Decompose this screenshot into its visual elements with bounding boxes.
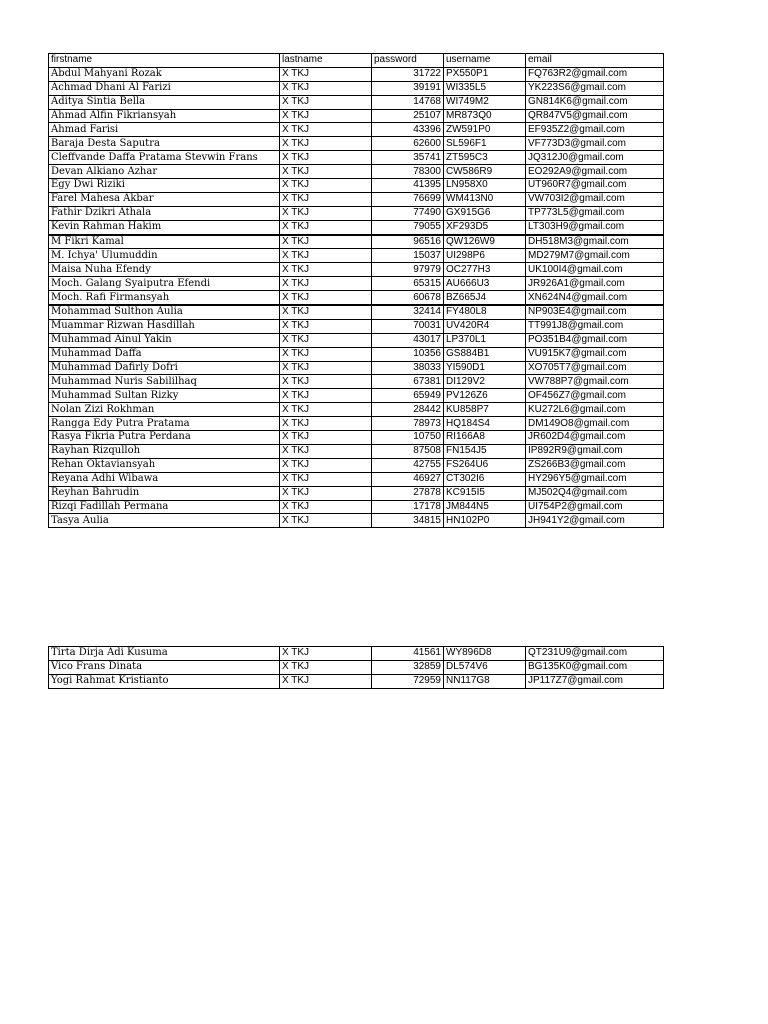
table-row bbox=[49, 123, 664, 137]
cell-password: 43017 bbox=[372, 333, 444, 347]
cell-password: 32414 bbox=[372, 305, 444, 319]
cell-username: XF293D5 bbox=[444, 220, 526, 234]
table-row bbox=[49, 249, 664, 263]
cell-firstname: Muhammad Dafirly Dofri bbox=[49, 361, 280, 375]
cell-password: 41395 bbox=[372, 179, 444, 193]
cell-username: FY480L8 bbox=[444, 305, 526, 319]
cell-email: TT991J8@gmail.com bbox=[526, 319, 664, 333]
cell-email: IP892R9@gmail.com bbox=[526, 444, 664, 458]
cell-password: 60678 bbox=[372, 291, 444, 305]
cell-email: XO705T7@gmail.com bbox=[526, 361, 664, 375]
cell-lastname: X TKJ bbox=[280, 220, 372, 234]
table-row bbox=[49, 458, 664, 472]
cell-firstname: Rayhan Rizqulloh bbox=[49, 444, 280, 458]
cell-email: TP773L5@gmail.com bbox=[526, 206, 664, 220]
cell-password: 70031 bbox=[372, 319, 444, 333]
cell-password: 78973 bbox=[372, 417, 444, 431]
cell-lastname: X TKJ bbox=[280, 472, 372, 486]
cell-username: KC915I5 bbox=[444, 486, 526, 500]
cell-lastname: X TKJ bbox=[280, 95, 372, 109]
cell-email: PO351B4@gmail.com bbox=[526, 333, 664, 347]
cell-password: 10356 bbox=[372, 347, 444, 361]
cell-lastname: X TKJ bbox=[280, 235, 372, 249]
cell-username: KU858P7 bbox=[444, 403, 526, 417]
cell-lastname: X TKJ bbox=[280, 206, 372, 220]
header-password: password bbox=[372, 54, 444, 68]
cell-lastname: X TKJ bbox=[280, 444, 372, 458]
cell-password: 39191 bbox=[372, 81, 444, 95]
header-firstname: firstname bbox=[49, 54, 280, 68]
cell-username: LN958X0 bbox=[444, 179, 526, 193]
table-row bbox=[49, 206, 664, 220]
cell-username: PV126Z6 bbox=[444, 389, 526, 403]
cell-lastname: X TKJ bbox=[280, 81, 372, 95]
cell-email: MJ502Q4@gmail.com bbox=[526, 486, 664, 500]
table-row bbox=[49, 389, 664, 403]
cell-password: 79055 bbox=[372, 220, 444, 234]
cell-username: ZT595C3 bbox=[444, 151, 526, 165]
cell-username: BZ665J4 bbox=[444, 291, 526, 305]
cell-email: VW703I2@gmail.com bbox=[526, 192, 664, 206]
cell-lastname: X TKJ bbox=[280, 647, 372, 661]
cell-username: CW586R9 bbox=[444, 165, 526, 179]
cell-firstname: M. Ichya' Ulumuddin bbox=[49, 249, 280, 263]
cell-lastname: X TKJ bbox=[280, 361, 372, 375]
cell-username: WM413N0 bbox=[444, 192, 526, 206]
cell-password: 10750 bbox=[372, 431, 444, 445]
cell-lastname: X TKJ bbox=[280, 151, 372, 165]
cell-firstname: Fathir Dzikri Athala bbox=[49, 206, 280, 220]
cell-username: FN154J5 bbox=[444, 444, 526, 458]
cell-username: SL596F1 bbox=[444, 137, 526, 151]
cell-password: 72959 bbox=[372, 674, 444, 688]
student-table-continued bbox=[48, 646, 664, 689]
cell-password: 41561 bbox=[372, 647, 444, 661]
table-row bbox=[49, 220, 664, 234]
cell-lastname: X TKJ bbox=[280, 137, 372, 151]
cell-firstname: Rangga Edy Putra Pratama bbox=[49, 417, 280, 431]
cell-firstname: Moch. Galang Syaiputra Efendi bbox=[49, 277, 280, 291]
cell-firstname: Abdul Mahyani Rozak bbox=[49, 67, 280, 81]
cell-email: JR926A1@gmail.com bbox=[526, 277, 664, 291]
cell-firstname: Ahmad Farisi bbox=[49, 123, 280, 137]
cell-email: DM149O8@gmail.com bbox=[526, 417, 664, 431]
header-email: email bbox=[526, 54, 664, 68]
cell-lastname: X TKJ bbox=[280, 403, 372, 417]
cell-lastname: X TKJ bbox=[280, 123, 372, 137]
cell-lastname: X TKJ bbox=[280, 165, 372, 179]
table-row bbox=[49, 305, 664, 319]
cell-email: YK223S6@gmail.com bbox=[526, 81, 664, 95]
cell-username: OC277H3 bbox=[444, 263, 526, 277]
cell-password: 25107 bbox=[372, 109, 444, 123]
cell-lastname: X TKJ bbox=[280, 277, 372, 291]
cell-password: 31722 bbox=[372, 67, 444, 81]
cell-email: UT960R7@gmail.com bbox=[526, 179, 664, 193]
cell-email: UI754P2@gmail.com bbox=[526, 500, 664, 514]
cell-password: 35741 bbox=[372, 151, 444, 165]
cell-username: HQ184S4 bbox=[444, 417, 526, 431]
table-row bbox=[49, 67, 664, 81]
cell-username: JM844N5 bbox=[444, 500, 526, 514]
cell-firstname: Mohammad Sulthon Aulia bbox=[49, 305, 280, 319]
cell-password: 76699 bbox=[372, 192, 444, 206]
cell-lastname: X TKJ bbox=[280, 389, 372, 403]
table-row bbox=[49, 192, 664, 206]
student-table bbox=[48, 53, 664, 528]
cell-email: VU915K7@gmail.com bbox=[526, 347, 664, 361]
table-row bbox=[49, 333, 664, 347]
table-row bbox=[49, 165, 664, 179]
table-row bbox=[49, 81, 664, 95]
cell-firstname: Baraja Desta Saputra bbox=[49, 137, 280, 151]
cell-lastname: X TKJ bbox=[280, 192, 372, 206]
cell-password: 43396 bbox=[372, 123, 444, 137]
cell-password: 78300 bbox=[372, 165, 444, 179]
cell-email: NP903E4@gmail.com bbox=[526, 305, 664, 319]
table-row bbox=[49, 263, 664, 277]
cell-username: GX915G6 bbox=[444, 206, 526, 220]
cell-password: 62600 bbox=[372, 137, 444, 151]
cell-lastname: X TKJ bbox=[280, 263, 372, 277]
cell-username: QW126W9 bbox=[444, 235, 526, 249]
cell-email: QR847V5@gmail.com bbox=[526, 109, 664, 123]
table-row bbox=[49, 403, 664, 417]
table-row bbox=[49, 417, 664, 431]
cell-email: BG135K0@gmail.com bbox=[526, 660, 664, 674]
cell-username: ZW591P0 bbox=[444, 123, 526, 137]
cell-password: 34815 bbox=[372, 514, 444, 528]
table-row bbox=[49, 151, 664, 165]
cell-username: FS264U6 bbox=[444, 458, 526, 472]
table-row bbox=[49, 486, 664, 500]
cell-password: 96516 bbox=[372, 235, 444, 249]
cell-username: PX550P1 bbox=[444, 67, 526, 81]
cell-email: MD279M7@gmail.com bbox=[526, 249, 664, 263]
cell-email: DH518M3@gmail.com bbox=[526, 235, 664, 249]
cell-email: EF935Z2@gmail.com bbox=[526, 123, 664, 137]
cell-lastname: X TKJ bbox=[280, 305, 372, 319]
cell-firstname: Egy Dwi Riziki bbox=[49, 179, 280, 193]
cell-firstname: Muammar Rizwan Hasdillah bbox=[49, 319, 280, 333]
table-row bbox=[49, 500, 664, 514]
cell-firstname: Muhammad Daffa bbox=[49, 347, 280, 361]
cell-username: UV420R4 bbox=[444, 319, 526, 333]
cell-username: RI166A8 bbox=[444, 431, 526, 445]
cell-firstname: Vico Frans Dinata bbox=[49, 660, 280, 674]
cell-password: 77490 bbox=[372, 206, 444, 220]
cell-firstname: Muhammad Sultan Rizky bbox=[49, 389, 280, 403]
cell-email: KU272L6@gmail.com bbox=[526, 403, 664, 417]
cell-username: GS884B1 bbox=[444, 347, 526, 361]
cell-username: DI129V2 bbox=[444, 375, 526, 389]
cell-username: WI749M2 bbox=[444, 95, 526, 109]
cell-lastname: X TKJ bbox=[280, 514, 372, 528]
cell-firstname: Cleffvande Daffa Pratama Stevwin Frans bbox=[49, 151, 280, 165]
header-lastname: lastname bbox=[280, 54, 372, 68]
cell-username: UI298P6 bbox=[444, 249, 526, 263]
cell-lastname: X TKJ bbox=[280, 249, 372, 263]
table-row bbox=[49, 137, 664, 151]
cell-password: 42755 bbox=[372, 458, 444, 472]
cell-username: CT302I6 bbox=[444, 472, 526, 486]
cell-lastname: X TKJ bbox=[280, 486, 372, 500]
cell-password: 97979 bbox=[372, 263, 444, 277]
cell-email: JQ312J0@gmail.com bbox=[526, 151, 664, 165]
cell-email: OF456Z7@gmail.com bbox=[526, 389, 664, 403]
table-row bbox=[49, 95, 664, 109]
table-row bbox=[49, 375, 664, 389]
cell-firstname: Reyana Adhi Wibawa bbox=[49, 472, 280, 486]
cell-firstname: Rizqi Fadillah Permana bbox=[49, 500, 280, 514]
cell-lastname: X TKJ bbox=[280, 674, 372, 688]
table-row bbox=[49, 179, 664, 193]
cell-username: DL574V6 bbox=[444, 660, 526, 674]
cell-lastname: X TKJ bbox=[280, 319, 372, 333]
cell-lastname: X TKJ bbox=[280, 109, 372, 123]
cell-password: 27878 bbox=[372, 486, 444, 500]
cell-username: MR873Q0 bbox=[444, 109, 526, 123]
cell-lastname: X TKJ bbox=[280, 67, 372, 81]
cell-password: 17178 bbox=[372, 500, 444, 514]
table-row bbox=[49, 431, 664, 445]
table-row bbox=[49, 444, 664, 458]
cell-firstname: Kevin Rahman Hakim bbox=[49, 220, 280, 234]
cell-firstname: Devan Alkiano Azhar bbox=[49, 165, 280, 179]
cell-password: 65315 bbox=[372, 277, 444, 291]
cell-username: WY896D8 bbox=[444, 647, 526, 661]
cell-firstname: Tirta Dirja Adi Kusuma bbox=[49, 647, 280, 661]
cell-email: GN814K6@gmail.com bbox=[526, 95, 664, 109]
table-row bbox=[49, 109, 664, 123]
cell-username: YI590D1 bbox=[444, 361, 526, 375]
cell-firstname: Yogi Rahmat Kristianto bbox=[49, 674, 280, 688]
cell-firstname: Achmad Dhani Al Farizi bbox=[49, 81, 280, 95]
table-row bbox=[49, 647, 664, 661]
cell-password: 65949 bbox=[372, 389, 444, 403]
cell-email: EO292A9@gmail.com bbox=[526, 165, 664, 179]
table-row bbox=[49, 514, 664, 528]
cell-password: 87508 bbox=[372, 444, 444, 458]
cell-lastname: X TKJ bbox=[280, 458, 372, 472]
table-row bbox=[49, 235, 664, 249]
cell-username: AU666U3 bbox=[444, 277, 526, 291]
cell-email: ZS266B3@gmail.com bbox=[526, 458, 664, 472]
cell-firstname: Aditya Sintia Bella bbox=[49, 95, 280, 109]
cell-email: FQ763R2@gmail.com bbox=[526, 67, 664, 81]
cell-password: 15037 bbox=[372, 249, 444, 263]
cell-password: 38033 bbox=[372, 361, 444, 375]
cell-password: 46927 bbox=[372, 472, 444, 486]
table-row bbox=[49, 660, 664, 674]
cell-firstname: Tasya Aulia bbox=[49, 514, 280, 528]
cell-lastname: X TKJ bbox=[280, 291, 372, 305]
cell-lastname: X TKJ bbox=[280, 347, 372, 361]
cell-password: 32859 bbox=[372, 660, 444, 674]
cell-firstname: Reyhan Bahrudin bbox=[49, 486, 280, 500]
header-row bbox=[49, 54, 664, 68]
cell-firstname: Maisa Nuha Efendy bbox=[49, 263, 280, 277]
cell-firstname: M Fikri Kamal bbox=[49, 235, 280, 249]
cell-password: 28442 bbox=[372, 403, 444, 417]
cell-lastname: X TKJ bbox=[280, 333, 372, 347]
cell-username: LP370L1 bbox=[444, 333, 526, 347]
cell-firstname: Moch. Rafi Firmansyah bbox=[49, 291, 280, 305]
cell-email: QT231U9@gmail.com bbox=[526, 647, 664, 661]
cell-email: VW788P7@gmail.com bbox=[526, 375, 664, 389]
cell-password: 67381 bbox=[372, 375, 444, 389]
table-row bbox=[49, 361, 664, 375]
table-row bbox=[49, 347, 664, 361]
cell-email: XN624N4@gmail.com bbox=[526, 291, 664, 305]
cell-email: JP117Z7@gmail.com bbox=[526, 674, 664, 688]
cell-firstname: Nolan Zizi Rokhman bbox=[49, 403, 280, 417]
cell-firstname: Muhammad Nuris Sabililhaq bbox=[49, 375, 280, 389]
cell-username: WI335L5 bbox=[444, 81, 526, 95]
cell-firstname: Rehan Oktaviansyah bbox=[49, 458, 280, 472]
cell-email: UK100I4@gmail.com bbox=[526, 263, 664, 277]
cell-firstname: Muhammad Ainul Yakin bbox=[49, 333, 280, 347]
table-row bbox=[49, 674, 664, 688]
table-row bbox=[49, 277, 664, 291]
table-row bbox=[49, 319, 664, 333]
cell-firstname: Rasya Fikria Putra Perdana bbox=[49, 431, 280, 445]
cell-email: JH941Y2@gmail.com bbox=[526, 514, 664, 528]
cell-lastname: X TKJ bbox=[280, 431, 372, 445]
cell-lastname: X TKJ bbox=[280, 179, 372, 193]
cell-lastname: X TKJ bbox=[280, 417, 372, 431]
table-row bbox=[49, 291, 664, 305]
cell-email: JR602D4@gmail.com bbox=[526, 431, 664, 445]
cell-email: LT303H9@gmail.com bbox=[526, 220, 664, 234]
cell-email: VF773D3@gmail.com bbox=[526, 137, 664, 151]
cell-email: HY296Y5@gmail.com bbox=[526, 472, 664, 486]
cell-firstname: Farel Mahesa Akbar bbox=[49, 192, 280, 206]
cell-firstname: Ahmad Alfin Fikriansyah bbox=[49, 109, 280, 123]
cell-password: 14768 bbox=[372, 95, 444, 109]
header-username: username bbox=[444, 54, 526, 68]
cell-username: NN117G8 bbox=[444, 674, 526, 688]
cell-lastname: X TKJ bbox=[280, 660, 372, 674]
cell-username: HN102P0 bbox=[444, 514, 526, 528]
table-row bbox=[49, 472, 664, 486]
cell-lastname: X TKJ bbox=[280, 375, 372, 389]
cell-lastname: X TKJ bbox=[280, 500, 372, 514]
